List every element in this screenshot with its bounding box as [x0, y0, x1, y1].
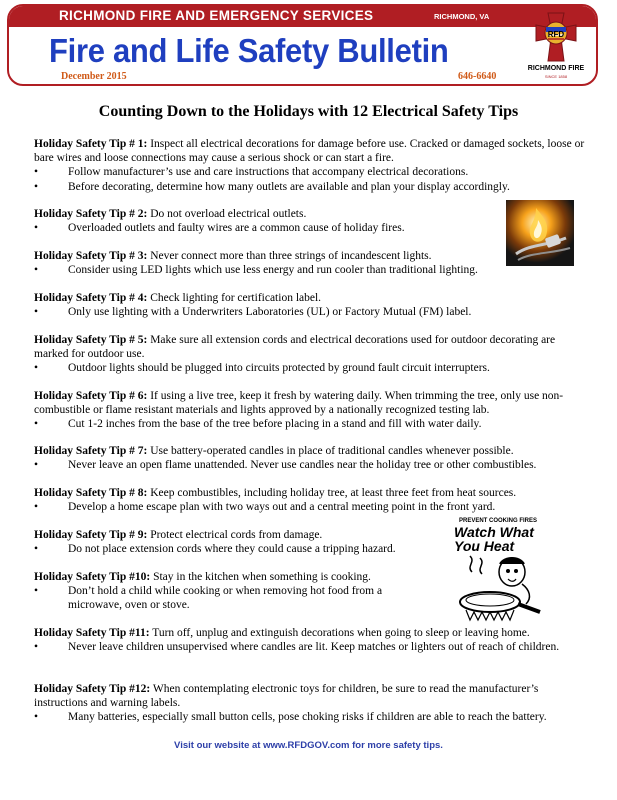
- tip-label: Holiday Safety Tip # 2:: [34, 208, 148, 220]
- bulletin-title: Fire and Life Safety Bulletin: [49, 32, 449, 70]
- tip-text: [34, 626, 590, 640]
- tip-body: Keep combustibles, including holiday tree, at least three feet from heat sources.: [147, 487, 517, 499]
- bulletin-header: [7, 4, 598, 86]
- flame-icon: [506, 200, 574, 266]
- tip-11: [34, 626, 590, 654]
- tip-8: [34, 486, 590, 514]
- bullet-text: Consider using LED lights which use less energy and run cooler than traditional lighting.: [68, 264, 478, 277]
- tip-bullet: • Only use lighting with a Underwriters Laboratories (UL) or Factory Mutual (FM) label.: [34, 306, 472, 319]
- bullet-text: Do not place extension cords where they could cause a tripping hazard.: [68, 543, 396, 556]
- tip-5: [34, 333, 590, 376]
- tip-body: Inspect all electrical decorations for damage before use. Cracked or damaged sockets, loose or bare wires and loose connections may cause a serious shock or can start a fire.: [34, 138, 585, 165]
- tip-bullet: • Don’t hold a child while cooking or when removing hot food from a microwave, oven or stove.: [34, 585, 383, 612]
- org-name: RICHMOND FIRE AND EMERGENCY SERVICES: [59, 8, 374, 23]
- tip-text: [34, 486, 590, 500]
- tip-label: Holiday Safety Tip # 9:: [34, 529, 148, 541]
- tip-text: [34, 137, 590, 165]
- tip-body: Do not overload electrical outlets.: [147, 208, 307, 220]
- bullet-text: Outdoor lights should be plugged into circuits protected by ground fault circuit interrupters.: [68, 362, 490, 375]
- tip-bullet: • Consider using LED lights which use less energy and run cooler than traditional lighting.: [34, 264, 478, 277]
- tip-label: Holiday Safety Tip #10:: [34, 571, 151, 583]
- tip-text: [34, 207, 504, 221]
- tip-label: Holiday Safety Tip # 4:: [34, 292, 148, 304]
- tip-label: Holiday Safety Tip # 3:: [34, 250, 148, 262]
- tip-label: Holiday Safety Tip # 8:: [34, 487, 148, 499]
- tip-label: Holiday Safety Tip # 5:: [34, 334, 148, 346]
- frying-pan-icon: [452, 554, 544, 622]
- tip-bullet: • Many batteries, especially small button cells, pose choking risks if children are able to reach the battery.: [34, 711, 547, 724]
- tip-body: If using a live tree, keep it fresh by watering daily. When trimming the tree, only use non-combustible or flame resistant materials and lights approved by a nationally recognized testing lab.: [34, 390, 564, 417]
- tip-text: [34, 291, 590, 305]
- tip-label: Holiday Safety Tip # 1:: [34, 138, 148, 150]
- tip-body: Protect electrical cords from damage.: [147, 529, 323, 541]
- cooking-kicker: PREVENT COOKING FIRES: [458, 518, 537, 524]
- bullet-text: Never leave children unsupervised where candles are lit. Keep matches or lighters out of reach of children.: [68, 641, 560, 654]
- bullet-text: Never leave an open flame unattended. Never use candles near the holiday tree or other combustibles.: [68, 459, 537, 472]
- tip-body: Turn off, unplug and extinguish decorations when going to sleep or leaving home.: [149, 627, 530, 639]
- bullet-text: Don’t hold a child while cooking or when removing hot food from a microwave, oven or stove.: [68, 585, 383, 612]
- watch-what-you-heat-graphic: [452, 518, 544, 622]
- phone-number: 646-6640: [458, 71, 497, 82]
- tip-text: [34, 389, 590, 417]
- bullet-text: Overloaded outlets and faulty wires are a common cause of holiday fires.: [68, 222, 405, 235]
- tip-6: [34, 389, 590, 432]
- logo-subtitle: SINCE 1858: [544, 74, 568, 79]
- location-label: RICHMOND, VA: [434, 12, 490, 21]
- tip-7: [34, 444, 590, 472]
- bullet-text: Only use lighting with a Underwriters Laboratories (UL) or Factory Mutual (FM) label.: [68, 306, 472, 319]
- page-heading: Counting Down to the Holidays with 12 Electrical Safety Tips: [98, 103, 519, 120]
- tip-text: [34, 444, 590, 458]
- tip-9: [34, 528, 444, 556]
- cooking-title: Watch What You Heat: [454, 524, 534, 554]
- website-footer: Visit our website at www.RFDGOV.com for more safety tips.: [174, 740, 443, 751]
- tip-1: [34, 137, 590, 194]
- tip-body: When contemplating electronic toys for children, be sure to read the manufacturer’s instructions and warning labels.: [34, 683, 539, 710]
- tip-text: [34, 528, 444, 542]
- bullet-text: Many batteries, especially small button cells, pose choking risks if children are able to reach the battery.: [68, 711, 547, 724]
- electrical-fire-photo: [506, 200, 574, 266]
- tip-text: [34, 570, 434, 584]
- tip-3: [34, 249, 504, 277]
- tip-bullet: • Overloaded outlets and faulty wires are a common cause of holiday fires.: [34, 222, 405, 235]
- tip-body: Stay in the kitchen when something is cooking.: [150, 571, 371, 583]
- tip-bullet: • Outdoor lights should be plugged into circuits protected by ground fault circuit interrupters.: [34, 362, 490, 375]
- tip-label: Holiday Safety Tip #12:: [34, 683, 151, 695]
- tip-text: [34, 682, 590, 710]
- bullet-text: Follow manufacturer’s use and care instructions that accompany electrical decorations.: [68, 166, 469, 179]
- rfd-logo: [514, 6, 598, 86]
- tip-text: [34, 333, 590, 361]
- tip-bullet: • Develop a home escape plan with two ways out and a central meeting point in the front yard.: [34, 501, 496, 514]
- issue-date: December 2015: [61, 71, 127, 82]
- tip-4: [34, 291, 590, 319]
- tip-10: [34, 570, 434, 613]
- tip-text: [34, 249, 504, 263]
- tip-2: [34, 207, 504, 235]
- logo-caption: RICHMOND FIRE: [527, 65, 585, 72]
- tip-bullet: • Never leave children unsupervised where candles are lit. Keep matches or lighters out of reach of children.: [34, 641, 560, 654]
- tip-body: Make sure all extension cords and electrical decorations used for outdoor decorating are marked for outdoor use.: [34, 334, 556, 361]
- bullet-text: Before decorating, determine how many outlets are available and plan your display accordingly.: [68, 180, 510, 193]
- tip-bullet: • Before decorating, determine how many outlets are available and plan your display accordingly.: [34, 180, 510, 193]
- tip-body: Check lighting for certification label.: [147, 292, 322, 304]
- tip-label: Holiday Safety Tip #11:: [34, 627, 150, 639]
- tip-label: Holiday Safety Tip # 6:: [34, 390, 148, 402]
- logo-letters: RFD: [547, 30, 565, 39]
- bullet-text: Develop a home escape plan with two ways out and a central meeting point in the front yard.: [68, 501, 496, 514]
- tip-label: Holiday Safety Tip # 7:: [34, 445, 148, 457]
- tip-body: Use battery-operated candles in place of traditional candles whenever possible.: [147, 445, 514, 457]
- bullet-text: Cut 1-2 inches from the base of the tree before placing in a stand and fill with water daily.: [68, 418, 482, 431]
- tip-bullet: • Do not place extension cords where they could cause a tripping hazard.: [34, 543, 396, 556]
- tip-bullet: • Follow manufacturer’s use and care instructions that accompany electrical decorations.: [34, 166, 469, 179]
- tip-12: [34, 682, 590, 725]
- tip-bullet: • Never leave an open flame unattended. Never use candles near the holiday tree or other combustibles.: [34, 459, 537, 472]
- maltese-cross-icon: [514, 6, 598, 66]
- tip-body: Never connect more than three strings of incandescent lights.: [147, 250, 432, 262]
- tip-bullet: • Cut 1-2 inches from the base of the tree before placing in a stand and fill with water daily.: [34, 418, 482, 431]
